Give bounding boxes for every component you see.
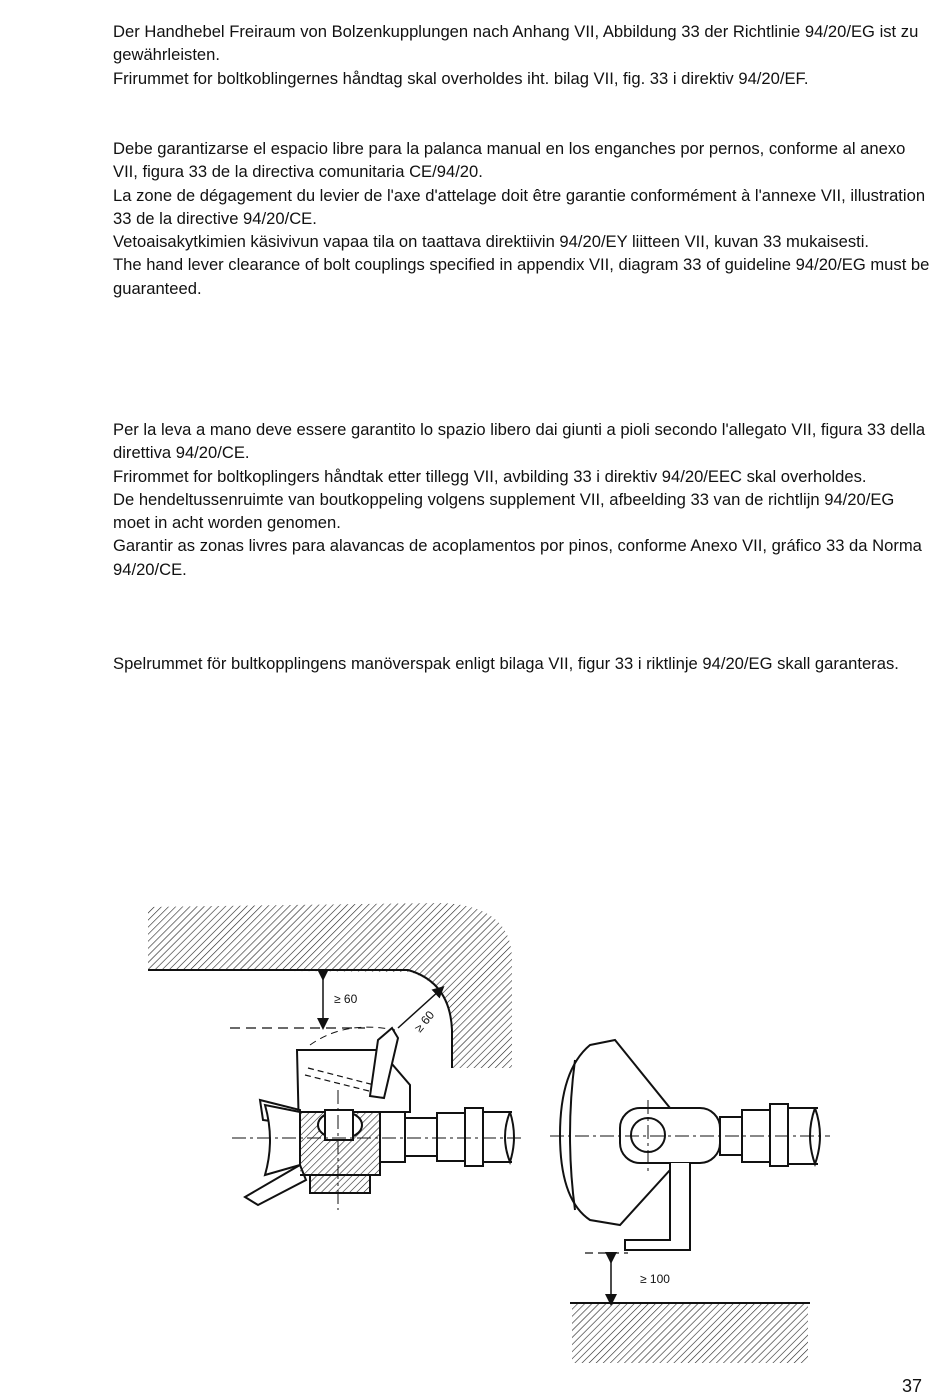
paragraph-pt: Garantir as zonas livres para alavancas de acoplamentos por pinos, conforme Anexo VII, gráfico 33 da Norma 94/20/CE.	[113, 536, 922, 579]
paragraph-es: Debe garantizarse el espacio libre para la palanca manual en los enganches por pernos, conforme al anexo VII, figura 33 de la directiva comunitaria CE/94/20.	[113, 139, 906, 182]
ground-surface	[570, 1303, 810, 1363]
dim-diag-label: ≥ 60	[411, 1008, 438, 1035]
paragraph-nl: De hendeltussenruimte van boutkoppeling volgens supplement VII, afbeelding 33 van de richtlijn 94/20/EG moet in acht worden genomen.	[113, 489, 895, 533]
paragraph-sv: Spelrummet för bultkopplingens manöverspak enligt bilaga VII, figur 33 i riktlinje 94/20/EG skall garanteras.	[113, 654, 899, 673]
dimension-lever-clearance	[310, 990, 440, 1045]
paragraph-no: Frirommet for boltkoplingers håndtak etter tillegg VII, avbilding 33 i direktiv 94/20/EEC skal overholdes.	[113, 466, 867, 486]
dim-top-label: ≥ 60	[334, 992, 358, 1006]
paragraph-de: Der Handhebel Freiraum von Bolzenkupplungen nach Anhang VII, Abbildung 33 der Richtlinie 94/20/EG ist zu gewährleisten.	[113, 22, 919, 65]
page-number: 37	[902, 1376, 923, 1396]
paragraph-fi: Vetoaisakytkimien käsivivun vapaa tila on taattava direktiivin 94/20/EY liitteen VII, kuvan 33 mukaisesti.	[113, 232, 870, 252]
dimension-top-clearance	[230, 975, 365, 1028]
dimension-ground-clearance	[585, 1253, 670, 1300]
bolt-coupling-front-view	[560, 1040, 820, 1250]
paragraph-da: Frirummet for boltkoblingernes håndtag skal overholdes iht. bilag VII, fig. 33 i direktiv 94/20/EF.	[113, 68, 809, 88]
dim-ground-label: ≥ 100	[640, 1272, 670, 1286]
paragraph-fr: La zone de dégagement du levier de l'axe d'attelage doit être garantie conformément à l'annexe VII, illustration 33 de la directive 94/20/CE.	[113, 185, 926, 228]
paragraph-en: The hand lever clearance of bolt couplings specified in appendix VII, diagram 33 of guideline 94/20/EG must be guaranteed.	[113, 255, 930, 298]
paragraph-it: Per la leva a mano deve essere garantito lo spazio libero dai giunti a pioli secondo l'allegato VII, figura 33 della direttiva 94/20/CE.	[113, 420, 926, 463]
vehicle-body-left	[148, 903, 512, 1068]
